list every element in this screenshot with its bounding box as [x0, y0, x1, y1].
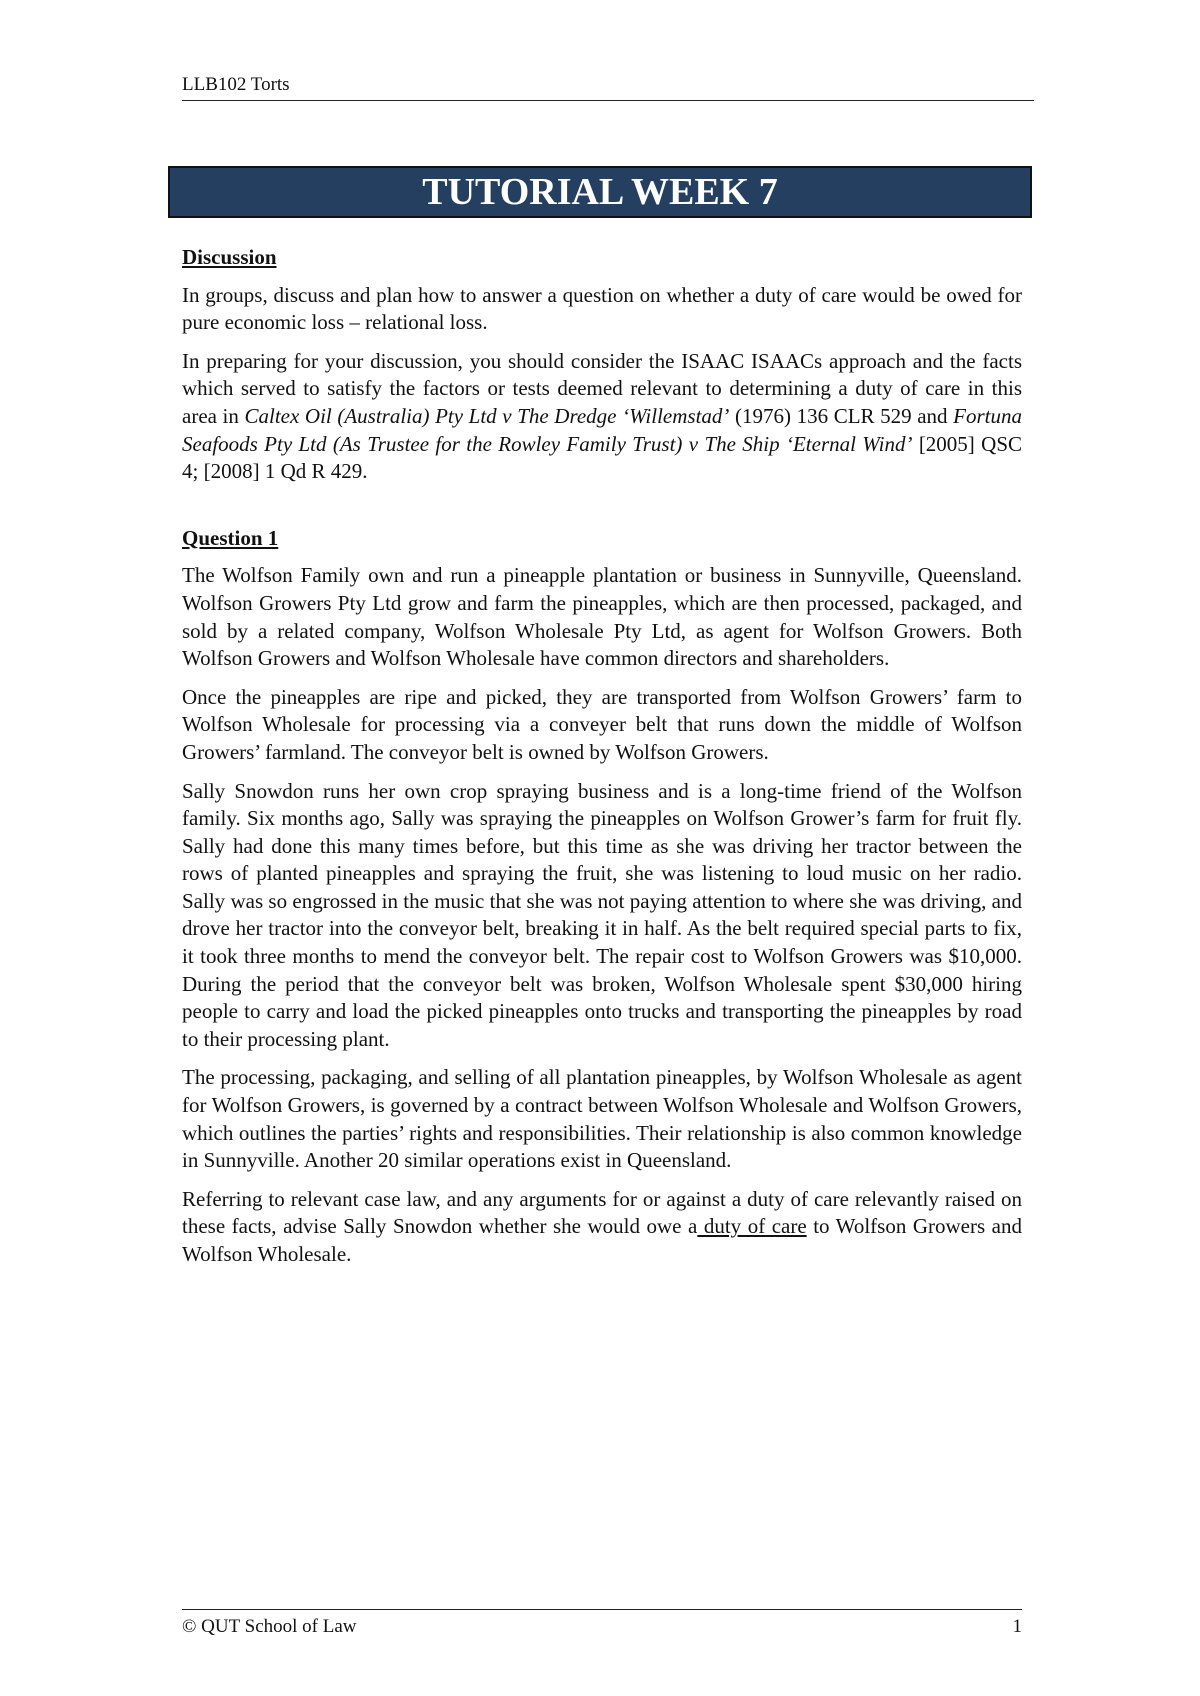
course-code: LLB102 Torts	[182, 74, 290, 95]
discussion-text-c: [2005] QSC 4; [2008] 1 Qd R 429.	[182, 431, 1022, 484]
case-citation-caltex: Caltex Oil (Australia) Pty Ltd v The Dredge ‘Willemstad’	[244, 403, 730, 428]
discussion-text-b: (1976) 136 CLR 529 and	[729, 403, 954, 428]
running-header	[182, 74, 1034, 101]
discussion-paragraph-2	[182, 348, 1022, 486]
question-1-paragraph-5	[182, 1186, 1022, 1269]
question-1-heading: Question 1	[182, 525, 279, 550]
copyright-notice: © QUT School of Law	[182, 1616, 357, 1637]
document-body	[182, 244, 1022, 1280]
discussion-text-a: In preparing for your discussion, you should consider the ISAAC ISAACs approach and the facts which served to satisfy the factors or tests deemed relevant to determining a duty of care in this area in	[182, 348, 1022, 428]
question-1-paragraph-3: Sally Snowdon runs her own crop spraying business and is a long-time friend of the Wolfson family. Six months ago, Sally was spraying the pineapples on Wolfson Grower’s farm for fruit fly. Sally had done this many times before, but this time as she was driving her tractor between the rows of planted pineapples and spraying the fruit, she was listening to loud music on her radio. Sally was so engrossed in the music that she was not paying attention to where she was driving, and drove her tractor into the conveyor belt, breaking it in half. As the belt required special parts to fix, it took three months to mend the conveyor belt. The repair cost to Wolfson Growers was $10,000. During the period that the conveyor belt was broken, Wolfson Wholesale spent $30,000 hiring people to carry and load the picked pineapples onto trucks and transporting the pineapples by road to their processing plant.	[182, 778, 1022, 1051]
discussion-paragraph-1: In groups, discuss and plan how to answer a question on whether a duty of care would be owed for pure economic loss – relational loss.	[182, 282, 1022, 335]
question-1-paragraph-4: The processing, packaging, and selling of all plantation pineapples, by Wolfson Wholesale as agent for Wolfson Growers, is governed by a contract between Wolfson Wholesale and Wolfson Growers, which outlines the parties’ rights and responsibilities. Their relationship is also common knowledge in Sunnyville. Another 20 similar operations exist in Queensland.	[182, 1065, 1022, 1173]
question-1-text-a: Referring to relevant case law, and any arguments for or against a duty of care relevantly raised on these facts, advise Sally Snowdon whether she would owe a	[182, 1186, 1022, 1239]
page-number: 1	[1012, 1616, 1022, 1637]
question-1-text-b: to Wolfson Growers and Wolfson Wholesale.	[182, 1214, 1022, 1266]
question-1-paragraph-1: The Wolfson Family own and run a pineapple plantation or business in Sunnyville, Queensland. Wolfson Growers Pty Ltd grow and farm the pineapples, which are then processed, packaged, and sold by a related company, Wolfson Wholesale Pty Ltd, as agent for Wolfson Growers. Both Wolfson Growers and Wolfson Wholesale have common directors and shareholders.	[182, 563, 1022, 671]
question-1-paragraph-2: Once the pineapples are ripe and picked, they are transported from Wolfson Growers’ farm to Wolfson Wholesale for processing via a conveyer belt that runs down the middle of Wolfson Growers’ farmland. The conveyor belt is owned by Wolfson Growers.	[182, 684, 1022, 764]
title-banner	[168, 166, 1032, 218]
case-citation-fortuna: Fortuna Seafoods Pty Ltd (As Trustee for the Rowley Family Trust) v The Ship ‘Eternal Wind’	[182, 403, 1022, 456]
running-footer	[182, 1609, 1022, 1638]
discussion-heading: Discussion	[182, 245, 277, 269]
duty-of-care-underlined: duty of care	[697, 1214, 807, 1239]
question-1-section	[182, 525, 1022, 1269]
discussion-section	[182, 244, 1022, 486]
page-title: TUTORIAL WEEK 7	[422, 171, 778, 213]
